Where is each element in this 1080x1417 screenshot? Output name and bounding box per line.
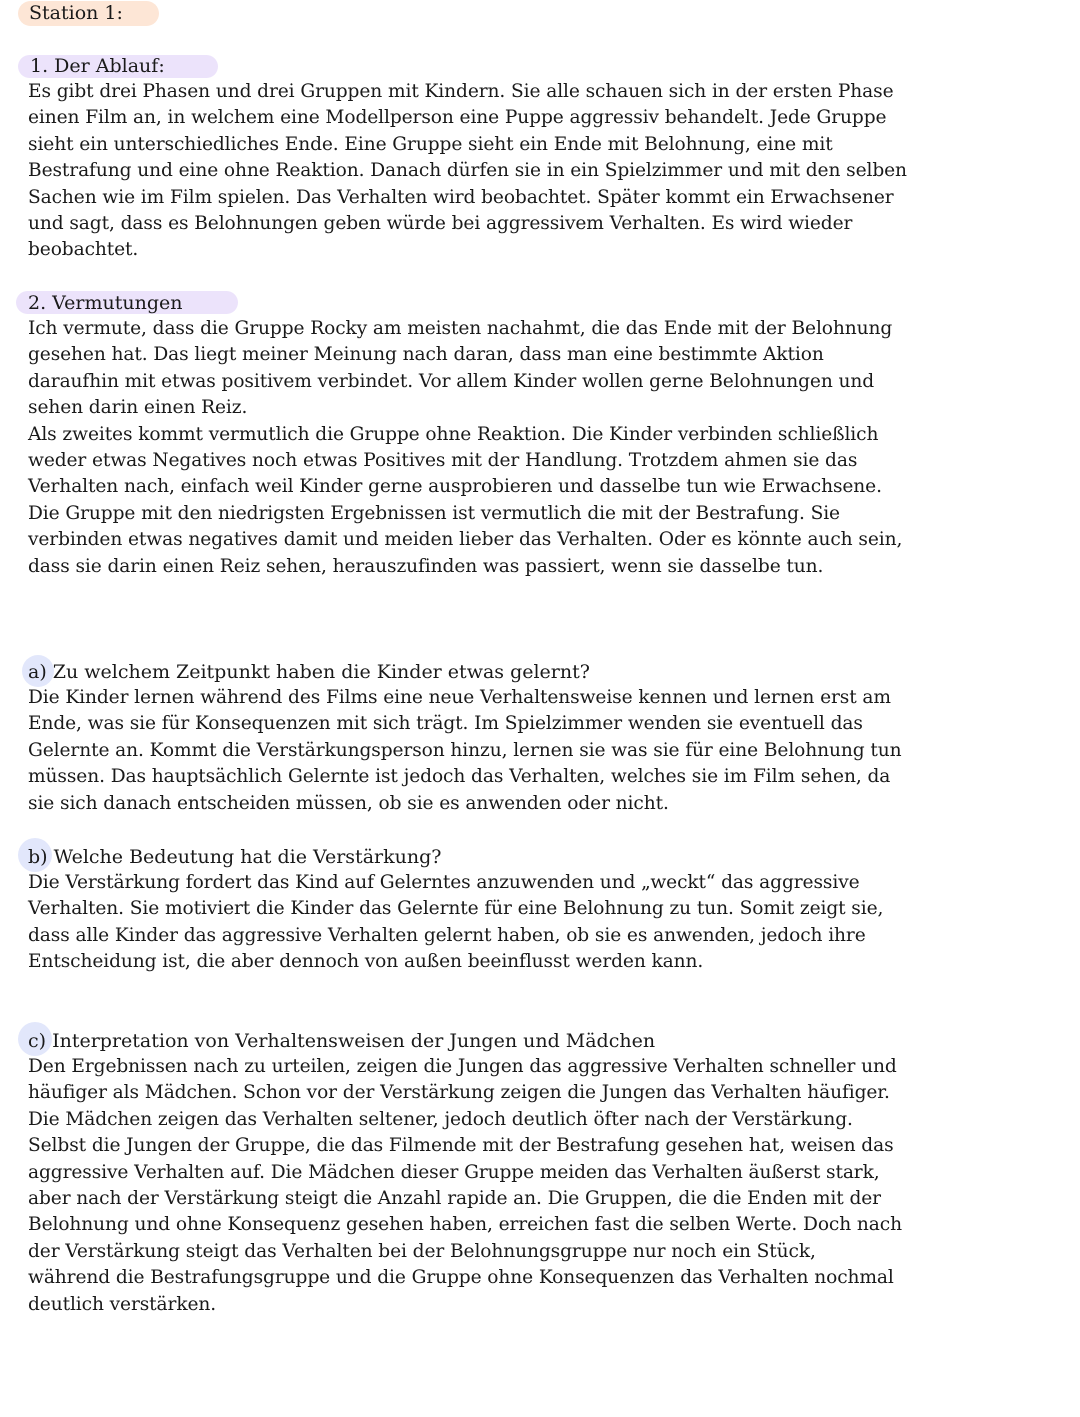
ablauf-heading xyxy=(30,53,165,79)
frage-a-heading-text: a) Zu welchem Zeitpunkt haben die Kinder etwas gelernt? xyxy=(28,661,590,683)
vermutungen-section xyxy=(28,290,1058,316)
vermutungen-heading-text: 2. Vermutungen xyxy=(28,292,183,314)
vermutungen-body xyxy=(28,316,1058,580)
frage-b-heading xyxy=(28,844,441,870)
frage-c-section xyxy=(28,1028,1058,1054)
vermutungen-text: Ich vermute, dass die Gruppe Rocky am meisten nachahmt, die das Ende mit der Belohnung gesehen hat. Das liegt meiner Meinung nach daran, dass man eine bestimmte Aktion daraufhin mit etwas positivem verbindet. Vor allem Kinder wollen gerne Belohnungen und sehen darin einen Reiz. Als zweites kommt vermutlich die Gruppe ohne Reaktion. Die Kinder verbinden schließlich weder etwas Negatives noch etwas Positives mit der Handlung. Trotzdem ahmen sie das Verhalten nach, einfach weil Kinder gerne ausprobieren und dasselbe tun wie Erwachsene. Die Gruppe mit den niedrigsten Ergebnissen ist vermutlich die mit der Bestrafung. Sie verbinden etwas negatives damit und meiden lieber das Verhalten. Oder es könnte auch sein, dass sie darin einen Reiz sehen, herauszufinden was passiert, wenn sie dasselbe tun. xyxy=(28,318,903,577)
frage-c-heading-text: c) Interpretation von Verhaltensweisen der Jungen und Mädchen xyxy=(28,1030,656,1052)
ablauf-text: Es gibt drei Phasen und drei Gruppen mit Kindern. Sie alle schauen sich in der ersten Phase einen Film an, in welchem eine Modellperson eine Puppe aggressiv behandelt. Jede Gruppe sieht ein unterschiedliches Ende. Eine Gruppe sieht ein Ende mit Belohnung, eine mit Bestrafung und eine ohne Reaktion. Danach dürfen sie in ein Spielzimmer und mit den selben Sachen wie im Film spielen. Das Verhalten wird beobachtet. Später kommt ein Erwachsener und sagt, dass es Belohnungen geben würde bei aggressivem Verhalten. Es wird wieder beobachtet. xyxy=(28,81,907,261)
vermutungen-heading xyxy=(28,290,182,316)
ablauf-body xyxy=(28,79,1058,264)
station-title: Station 1: xyxy=(29,2,123,24)
frage-b-body xyxy=(28,870,1058,976)
frage-b-section xyxy=(28,844,1058,870)
ablauf-heading-text: 1. Der Ablauf: xyxy=(30,55,165,77)
frage-c-text: Den Ergebnissen nach zu urteilen, zeigen die Jungen das aggressive Verhalten schneller und häufiger als Mädchen. Schon vor der Verstärkung zeigen die Jungen das Verhalten häufiger. Die Mädchen zeigen das Verhalten seltener, jedoch deutlich öfter nach der Verstärkung. Selbst die Jungen der Gruppe, die das Filmende mit der Bestrafung gesehen hat, weisen das aggressive Verhalten auf. Die Mädchen dieser Gruppe meiden das Verhalten äußerst stark, aber nach der Verstärkung steigt die Anzahl rapide an. Die Gruppen, die die Enden mit der Belohnung und ohne Konsequenz gesehen haben, erreichen fast die selben Werte. Doch nach der Verstärkung steigt das Verhalten bei der Belohnungsgruppe nur noch ein Stück, während die Bestrafungsgruppe und die Gruppe ohne Konsequenzen das Verhalten nochmal deutlich verstärken. xyxy=(28,1056,902,1315)
frage-b-heading-text: b) Welche Bedeutung hat die Verstärkung? xyxy=(28,846,442,868)
frage-a-body xyxy=(28,685,1058,817)
frage-b-text: Die Verstärkung fordert das Kind auf Gelerntes anzuwenden und „weckt“ das aggressive Verhalten. Sie motiviert die Kinder das Gelernte für eine Belohnung zu tun. Somit zeigt sie, dass alle Kinder das aggressive Verhalten gelernt haben, ob sie es anwenden, jedoch ihre Entscheidung ist, die aber dennoch von außen beeinflusst werden kann. xyxy=(28,872,884,973)
frage-c-heading xyxy=(28,1028,655,1054)
ablauf-section xyxy=(30,53,1060,79)
frage-a-text: Die Kinder lernen während des Films eine neue Verhaltensweise kennen und lernen erst am Ende, was sie für Konsequenzen mit sich trägt. Im Spielzimmer wenden sie eventuell das Gelernte an. Kommt die Verstärkungsperson hinzu, lernen sie was sie für eine Belohnung tun müssen. Das hauptsächlich Gelernte ist jedoch das Verhalten, welches sie im Film sehen, da sie sich danach entscheiden müssen, ob sie es anwenden oder nicht. xyxy=(28,687,902,814)
station-title-block xyxy=(29,0,1059,26)
frage-a-section xyxy=(28,659,1058,685)
frage-c-body xyxy=(28,1054,1058,1318)
frage-a-heading xyxy=(28,659,590,685)
